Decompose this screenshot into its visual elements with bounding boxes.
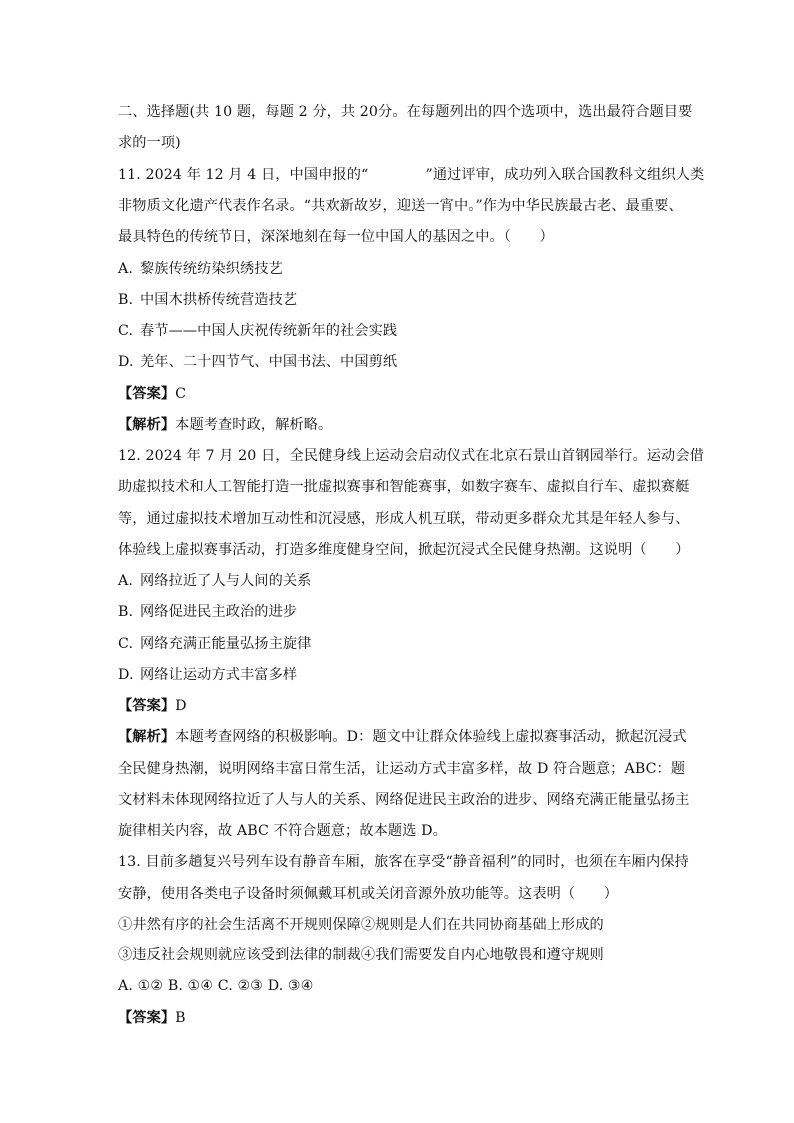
option-letter: C. — [118, 636, 134, 652]
section-heading-line-2: 求的一项) — [118, 135, 181, 151]
option-letter: D. — [118, 667, 134, 683]
q13-answer — [118, 1009, 186, 1027]
q12-analysis-line-2: 全民健身热潮，说明网络丰富日常生活，让运动方式丰富多样，故 D 符合题意；ABC：题 — [118, 761, 686, 777]
q12-analysis-line-1 — [118, 728, 687, 746]
option-text: 网络充满正能量弘扬主旋律 — [140, 636, 312, 652]
analysis-text: 本题考查网络的积极影响。D：题文中让群众体验线上虚拟赛事活动，掀起沉浸式 — [175, 729, 687, 745]
q12-stem-line-1: 12. 2024 年 7 月 20 日，全民健身线上运动会启动仪式在北京石景山首钢园举行。运动会借 — [118, 448, 704, 464]
q11-option-b — [118, 291, 297, 309]
q12-option-d — [118, 666, 297, 684]
q11-stem-line-1: 11. 2024 年 12 月 4 日，中国申报的“ ”通过评审，成功列入联合国教科文组织人类 — [118, 167, 705, 183]
answer-value: D — [175, 698, 187, 714]
q11-option-d — [118, 353, 397, 371]
option-text: 网络促进民主政治的进步 — [140, 604, 298, 620]
q12-analysis-line-4: 旋律相关内容，故 ABC 不符合题意；故本题选 D。 — [118, 823, 447, 839]
option-letter: C. — [118, 323, 134, 339]
option-letter: A. — [118, 261, 133, 277]
q11-stem-line-3: 最具特色的传统节日，深深地刻在每一位中国人的基因之中。（ ） — [118, 229, 554, 245]
option-text: 黎族传统纺染织绣技艺 — [140, 261, 283, 277]
answer-label: 【答案】 — [118, 386, 176, 402]
answer-label: 【答案】 — [118, 698, 176, 714]
answer-value: C — [175, 386, 187, 402]
q12-option-c — [118, 635, 311, 653]
answer-label: 【答案】 — [118, 1010, 176, 1026]
analysis-label: 【解析】 — [118, 417, 176, 433]
option-text: 网络让运动方式丰富多样 — [140, 667, 298, 683]
analysis-label: 【解析】 — [118, 729, 176, 745]
option-text: 羌年、二十四节气、中国书法、中国剪纸 — [140, 354, 398, 370]
q12-option-b — [118, 603, 297, 621]
q13-statements-line-2: ③违反社会规则就应该受到法律的制裁④我们需要发自内心地敬畏和遵守规则 — [118, 947, 604, 963]
option-letter: D. — [118, 354, 134, 370]
option-text: 中国木拱桥传统营造技艺 — [140, 292, 298, 308]
analysis-text: 本题考查时政，解析略。 — [175, 417, 333, 433]
section-heading-line-1: 二、选择题(共 10 题，每题 2 分，共 20分。在每题列出的四个选项中，选出最符合题目要 — [118, 104, 693, 120]
answer-value: B — [175, 1010, 186, 1026]
q13-choices: A. ①② B. ①④ C. ②③ D. ③④ — [118, 978, 314, 994]
q13-stem-line-1: 13. 目前多趟复兴号列车设有静音车厢，旅客在享受“静音福利”的同时，也须在车厢内保持 — [118, 854, 689, 870]
q12-stem-line-2: 助虚拟技术和人工智能打造一批虚拟赛事和智能赛事，如数字赛车、虚拟自行车、虚拟赛艇 — [118, 479, 690, 495]
q12-analysis-line-3: 文材料未体现网络拉近了人与人的关系、网络促进民主政治的进步、网络充满正能量弘扬主 — [118, 792, 690, 808]
q13-statements-line-1: ①井然有序的社会生活离不开规则保障②规则是人们在共同协商基础上形成的 — [118, 917, 604, 933]
option-letter: B. — [118, 292, 134, 308]
q12-option-a — [118, 572, 311, 590]
q11-answer — [118, 385, 186, 403]
q11-stem-line-2: 非物质文化遗产代表作名录。“共欢新故岁，迎送一宵中。”作为中华民族最古老、最重要、 — [118, 198, 683, 214]
q11-option-a — [118, 260, 283, 278]
q11-option-c — [118, 322, 397, 340]
q12-stem-line-3: 等，通过虚拟技术增加互动性和沉浸感，形成人机互联，带动更多群众尤其是年轻人参与、 — [118, 511, 690, 527]
q11-analysis — [118, 416, 332, 434]
option-letter: B. — [118, 604, 134, 620]
option-text: 春节——中国人庆祝传统新年的社会实践 — [140, 323, 398, 339]
q13-stem-line-2: 安静，使用各类电子设备时须佩戴耳机或关闭音源外放功能等。这表明（ ） — [118, 886, 619, 902]
option-letter: A. — [118, 573, 133, 589]
q12-stem-line-4: 体验线上虚拟赛事活动，打造多维度健身空间，掀起沉浸式全民健身热潮。这说明（ ） — [118, 542, 690, 558]
q12-answer — [118, 697, 187, 715]
option-text: 网络拉近了人与人间的关系 — [140, 573, 312, 589]
